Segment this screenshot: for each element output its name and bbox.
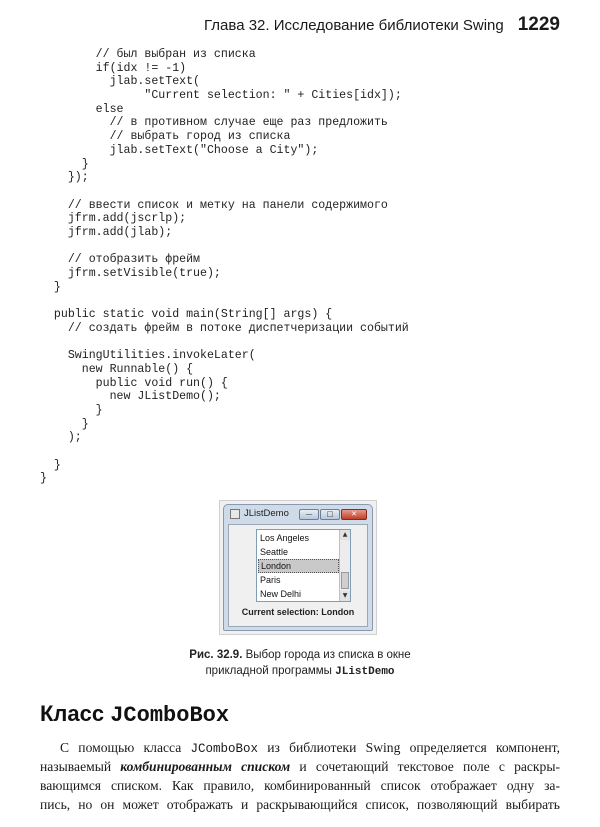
list-item[interactable]: New Delhi <box>260 589 302 599</box>
title-bar[interactable] <box>224 505 372 523</box>
code-line: // в противном случае еще раз предложить <box>40 116 388 130</box>
content-pane <box>228 524 368 627</box>
code-line: // выбрать город из списка <box>40 130 291 144</box>
code-line <box>40 240 409 254</box>
code-line: jfrm.add(jscrlp); <box>40 212 187 226</box>
code-line: } <box>40 417 89 431</box>
code-line: public void run() { <box>40 376 228 390</box>
code-listing <box>40 48 409 486</box>
code-line: new Runnable() { <box>40 362 194 376</box>
scroll-thumb[interactable] <box>341 572 349 589</box>
code-line: ); <box>40 431 82 445</box>
chapter-title: Глава 32. Исследование библиотеки Swing <box>204 17 504 34</box>
list-item[interactable]: Seattle <box>260 547 289 557</box>
code-line: jlab.setText( <box>40 75 201 89</box>
vertical-scrollbar[interactable] <box>339 530 350 601</box>
heading-word: Класс <box>40 701 111 726</box>
caption-text: прикладной программы <box>205 665 336 677</box>
code-line: else <box>40 102 124 116</box>
text-run: из библиотеки Swing определяется компонент, <box>258 740 560 755</box>
text-run: и сочетающий текстовое поле с раскры- <box>290 759 560 774</box>
running-header <box>0 14 560 40</box>
code-line <box>40 294 409 308</box>
text-run: С помощью класса <box>60 740 191 755</box>
code-line: jlab.setText("Choose a City"); <box>40 143 319 157</box>
caption-line-2 <box>150 663 450 680</box>
paragraph-line <box>40 738 560 757</box>
caption-line-1 <box>150 647 450 663</box>
code-line: // создать фрейм в потоке диспетчеризации событий <box>40 321 409 335</box>
code-line: if(idx != -1) <box>40 61 187 75</box>
code-line: } <box>40 157 89 171</box>
emphasis: комбинированным списком <box>120 759 291 774</box>
code-line <box>40 185 409 199</box>
heading-code: JComboBox <box>110 703 230 728</box>
close-button[interactable]: ✕ <box>341 509 367 520</box>
code-line: } <box>40 472 47 486</box>
list-item[interactable]: Paris <box>260 575 281 585</box>
body-paragraph <box>40 738 560 814</box>
code-line: SwingUtilities.invokeLater( <box>40 349 256 363</box>
paragraph-line <box>40 757 560 776</box>
caption-text: Выбор города из списка в окне <box>242 649 411 661</box>
maximize-button[interactable]: □ <box>320 509 340 520</box>
scroll-up-arrow-icon[interactable]: ▲ <box>340 530 350 540</box>
caption-code: JListDemo <box>335 666 395 678</box>
code-line: new JListDemo(); <box>40 390 221 404</box>
figure-caption <box>150 647 450 680</box>
scroll-down-arrow-icon[interactable]: ▼ <box>340 591 350 601</box>
code-line: jfrm.setVisible(true); <box>40 267 221 280</box>
java-app-icon[interactable] <box>230 509 240 519</box>
list-item[interactable]: Los Angeles <box>260 533 310 543</box>
code-line <box>40 335 409 349</box>
window-title: JListDemo <box>244 508 289 519</box>
code-line: "Current selection: " + Cities[idx]); <box>40 89 402 103</box>
caption-label: Рис. 32.9. <box>189 649 243 661</box>
page-number: 1229 <box>517 14 560 35</box>
minimize-button[interactable]: — <box>299 509 319 520</box>
paragraph-line: пись, но он может отображать и раскрывающийся список, позволяющий выбирать <box>40 797 560 812</box>
list-item-selected[interactable]: London <box>258 559 339 573</box>
code-line: } <box>40 403 103 417</box>
figure-screenshot <box>219 500 377 635</box>
code-line: public static void main(String[] args) { <box>40 308 333 322</box>
code-line: // был выбран из списка <box>40 48 256 61</box>
city-list[interactable] <box>256 529 351 602</box>
text-run: называемый <box>40 759 121 774</box>
code-line <box>40 445 409 459</box>
app-window <box>223 504 373 631</box>
code-line: // ввести список и метку на панели содержимого <box>40 198 388 212</box>
code-line: // отобразить фрейм <box>40 253 201 267</box>
code-line: }); <box>40 171 89 185</box>
code-line: jfrm.add(jlab); <box>40 225 173 239</box>
code-line: } <box>40 458 61 472</box>
section-heading <box>40 701 229 728</box>
code-line: } <box>40 280 61 294</box>
selection-label: Current selection: London <box>241 607 355 617</box>
paragraph-line: вающимся списком. Как правило, комбинированный список отображает одну за- <box>40 778 560 793</box>
inline-code: JComboBox <box>190 742 258 756</box>
